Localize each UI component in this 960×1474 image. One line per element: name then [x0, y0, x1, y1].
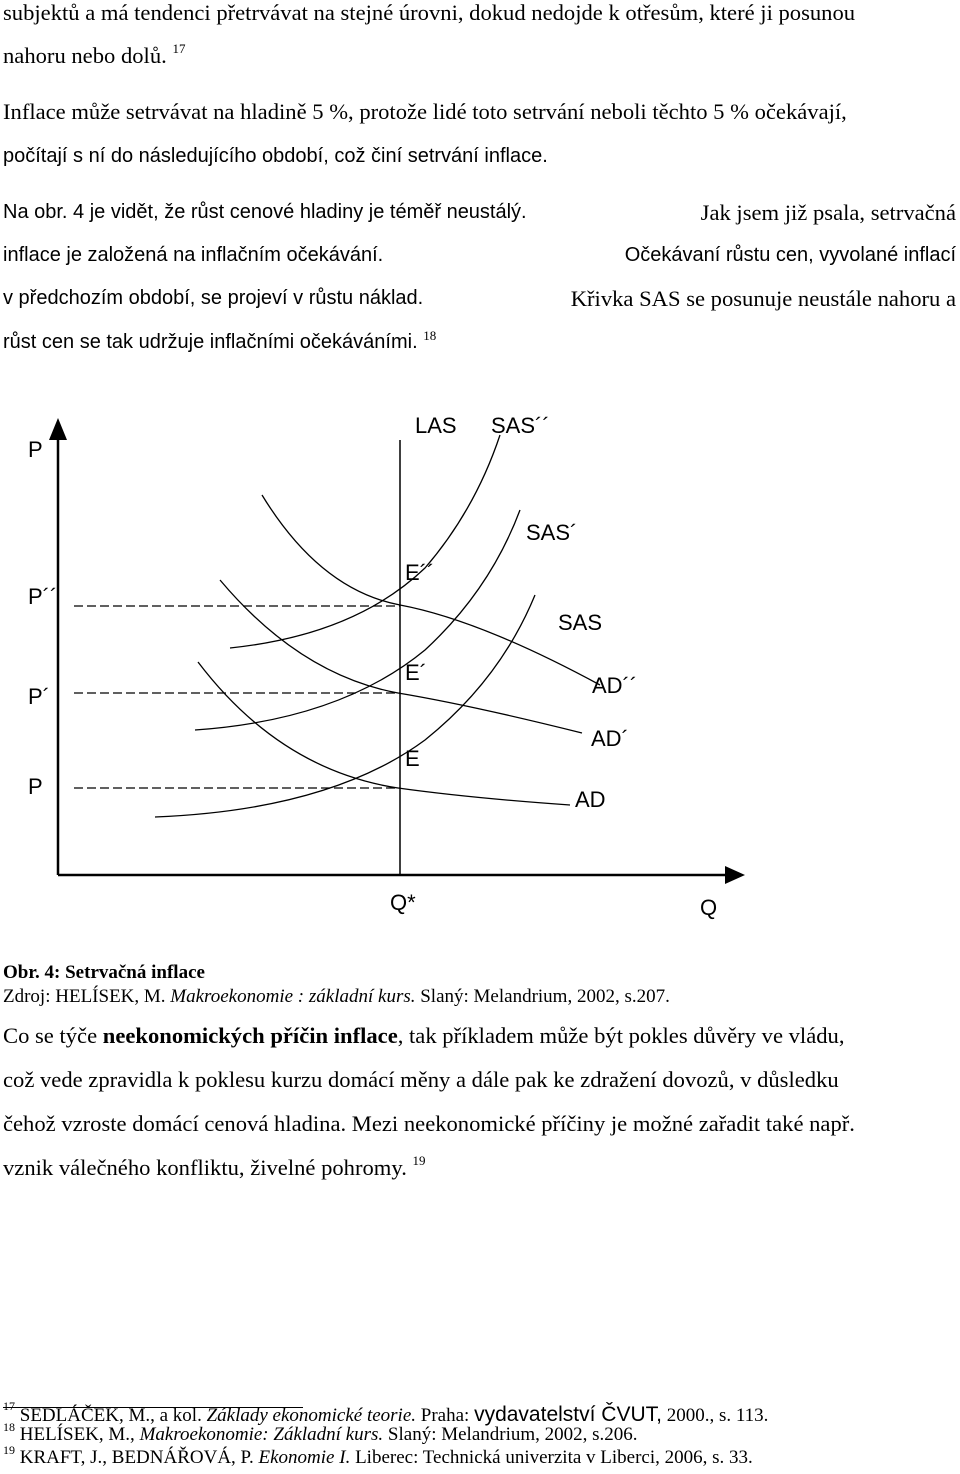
footnote-number: 18 [3, 1420, 15, 1434]
text-fragment: Co se týče [3, 1023, 103, 1048]
footnote-title: Základy ekonomické teorie. [206, 1405, 417, 1426]
footnote-details: Slaný: Melandrium, 2002, s.206. [383, 1424, 638, 1445]
q-axis-label: Q [700, 895, 718, 920]
text-fragment: inflace je založená na inflačním očekávání. [3, 244, 384, 266]
ad-label: AD [575, 787, 606, 812]
text-fragment: Křivka SAS se posunuje neustále nahoru a [570, 286, 956, 311]
footnote-details: Liberec: Technická univerzita v Liberci, 2006, s. 33. [350, 1447, 753, 1468]
ad-curve [198, 662, 570, 805]
sas2-curve [230, 435, 500, 648]
text-fragment: , tak příkladem může být pokles důvěry ve vládu, [397, 1023, 845, 1048]
footnote-publisher: vydavatelství ČVUT, [474, 1403, 662, 1426]
text-fragment: Očekávaní růstu cen, vyvolané inflací [624, 244, 956, 266]
text-fragment: růst cen se tak udržuje inflačními očekáváními. [3, 331, 418, 353]
text-line [3, 245, 956, 265]
footnote-place: Praha: [416, 1405, 475, 1426]
text-line: což vede zpravidla k poklesu kurzu domácí měny a dále pak ke zdražení dovozů, v důsledku [3, 1067, 839, 1092]
text-line [3, 1025, 956, 1048]
footnote-title: Makroekonomie: Základní kurs. [139, 1424, 384, 1445]
text-fragment: Jak jsem již psala, setrvačná [700, 200, 956, 225]
las-label: LAS [415, 413, 457, 438]
source-title: Makroekonomie : základní kurs. [170, 986, 416, 1007]
ad1-label: AD´ [591, 726, 629, 751]
footnote-ref: 17 [172, 41, 186, 56]
text-line [3, 328, 956, 353]
footnote-ref: 19 [412, 1153, 426, 1168]
footnote-author: KRAFT, J., BEDNÁŘOVÁ, P. [19, 1447, 259, 1468]
p-axis-label: P [28, 437, 43, 462]
text-line [3, 288, 956, 311]
sas1-label: SAS´ [526, 520, 578, 545]
footnote-number: 19 [3, 1443, 15, 1457]
text-line [3, 41, 956, 68]
footnote-author: HELÍSEK, M., [19, 1424, 140, 1445]
x-axis-arrow [725, 866, 745, 884]
source-author: Zdroj: HELÍSEK, M. [3, 986, 171, 1007]
text-fragment: nahoru nebo dolů. [3, 43, 167, 68]
footnote [3, 1443, 753, 1469]
ad-as-diagram [0, 400, 960, 925]
e0-label: E [405, 746, 420, 771]
p1-label: P´ [28, 684, 50, 709]
text-line: počítají s ní do následujícího období, což činí setrvání inflace. [3, 145, 548, 167]
source-publisher: Slaný: Melandrium, 2002, s.207. [415, 986, 670, 1007]
sas2-label: SAS´´ [491, 413, 550, 438]
text-fragment: Na obr. 4 je vidět, že růst cenové hladiny je téměř neustálý. [3, 201, 527, 223]
e1-label: E´ [405, 660, 427, 685]
text-line [3, 202, 956, 225]
footnote-ref: 18 [423, 328, 437, 343]
footnote-title: Ekonomie I. [258, 1447, 351, 1468]
p0-label: P [28, 774, 43, 799]
figure-caption: Obr. 4: Setrvačná inflace [3, 962, 205, 983]
text-fragment: vznik válečného konfliktu, živelné pohromy. [3, 1155, 407, 1180]
p2-label: P´´ [28, 584, 58, 609]
y-axis-arrow [49, 418, 67, 440]
text-fragment: v předchozím období, se projeví v růstu náklad. [3, 287, 424, 309]
figure-source [3, 986, 670, 1008]
text-line: Inflace může setrvávat na hladině 5 %, protože lidé toto setrvání neboli těchto 5 % očekávají, [3, 99, 847, 124]
ad2-label: AD´´ [592, 673, 638, 698]
footnote-number: 17 [3, 1399, 15, 1413]
ad1-curve [220, 580, 582, 733]
text-line: čehož vzroste domácí cenová hladina. Mezi neekonomické příčiny je možné zařadit také např. [3, 1111, 855, 1136]
footnote-author: SEDLÁČEK, M., a kol. [19, 1405, 207, 1426]
e2-label: E´´ [405, 560, 435, 585]
text-line: subjektů a má tendenci přetrvávat na stejné úrovni, dokud nedojde k otřesům, které ji posunou [3, 0, 856, 25]
sas-label: SAS [558, 610, 603, 635]
text-line [3, 1153, 956, 1180]
footnote-details: 2000., s. 113. [661, 1405, 769, 1426]
q-star-label: Q* [390, 890, 416, 915]
footnote [3, 1420, 638, 1446]
text-emphasis: neekonomických příčin inflace [102, 1023, 398, 1048]
